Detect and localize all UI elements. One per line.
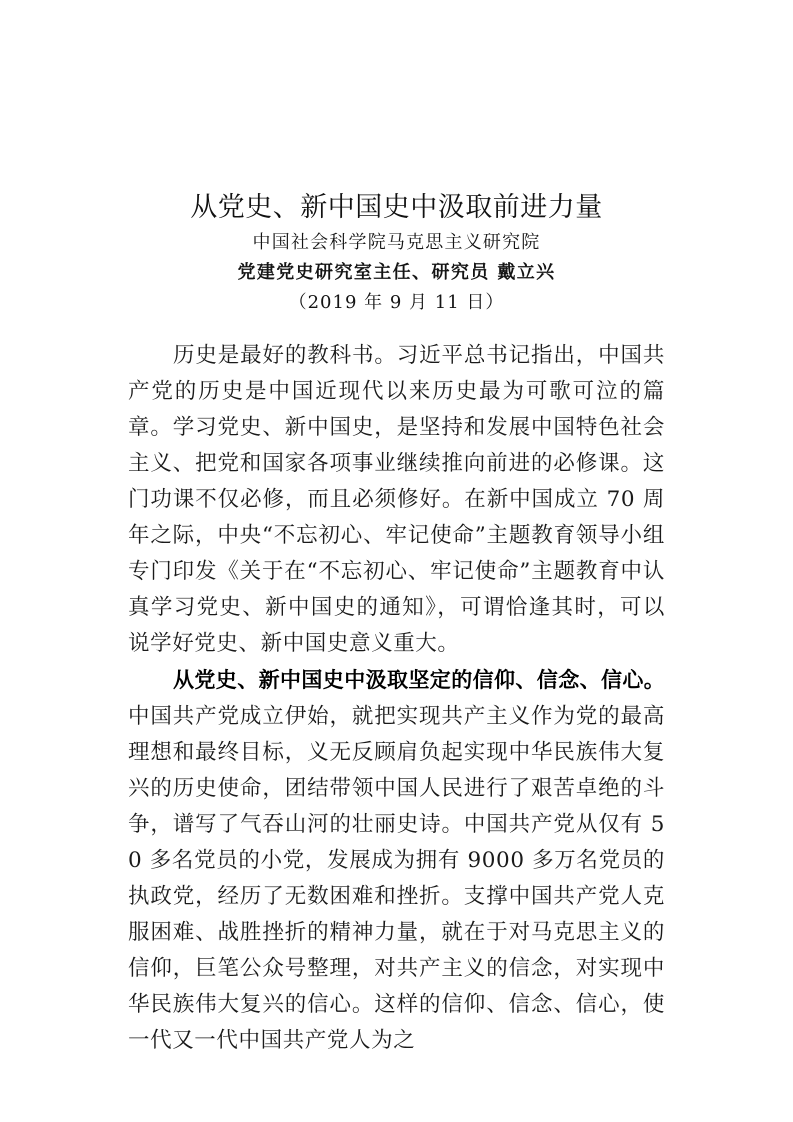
byline-date: （2019 年 9 月 11 日） xyxy=(288,292,505,313)
document-body xyxy=(128,338,665,1059)
paragraph-2 xyxy=(128,662,665,1059)
paragraph-1-text: 历史是最好的教科书。习近平总书记指出，中国共产党的历史是中国近现代以来历史最为可歌可泣的篇章。学习党史、新中国史，是坚持和发展中国特色社会主义、把党和国家各项事业继续推向前进的必修课。这门功课不仅必修，而且必须修好。在新中国成立 70 周年之际，中央“不忘初心、牢记使命”主题教育领导小组专门印发《关于在“不忘初心、牢记使命”主题教育中认真学习党史、新中国史的通知》，可谓恰逢其时，可以说学好党史、新中国史意义重大。 xyxy=(128,343,665,656)
byline xyxy=(128,228,665,318)
paragraph-2-lead: 从党史、新中国史中汲取坚定的信仰、信念、信心。 xyxy=(173,668,665,692)
paragraph-2-text: 中国共产党成立伊始，就把实现共产主义作为党的最高理想和最终目标，义无反顾肩负起实现中华民族伟大复兴的历史使命，团结带领中国人民进行了艰苦卓绝的斗争，谱写了气吞山河的壮丽史诗。中国共产党从仅有 50 多名党员的小党，发展成为拥有 9000 多万名党员的执政党，经历了无数困难和挫折。支撑中国共产党人克服困难、战胜挫折的精神力量，就在于对马克思主义的信仰，巨笔公众号整理，对共产主义的信念，对实现中华民族伟大复兴的信心。这样的信仰、信念、信心，使一代又一代中国共产党人为之 xyxy=(128,704,665,1053)
byline-institution: 中国社会科学院马克思主义研究院 xyxy=(252,232,541,253)
byline-author: 党建党史研究室主任、研究员 戴立兴 xyxy=(237,262,556,283)
paragraph-1 xyxy=(128,338,665,662)
page-title: 从党史、新中国史中汲取前进力量 xyxy=(190,192,603,224)
